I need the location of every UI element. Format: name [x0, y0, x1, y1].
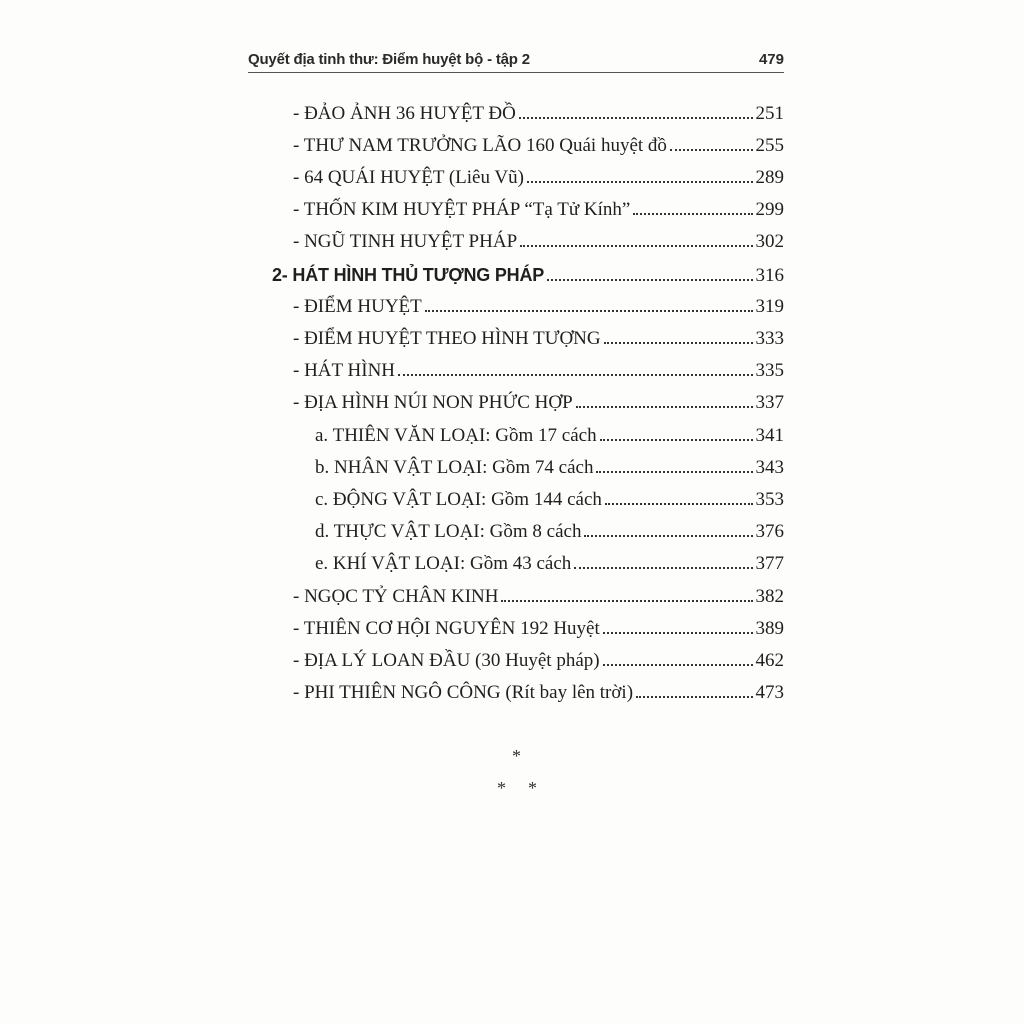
leader-dots [605, 503, 753, 505]
running-header [248, 48, 784, 73]
toc-entry-label: - NGŨ TINH HUYỆT PHÁP [293, 231, 518, 252]
toc-entry-label: c. ĐỘNG VẬT LOẠI: Gồm 144 cách [315, 489, 602, 510]
toc-entry-page: 473 [755, 682, 784, 703]
toc-entry-label: 2- HÁT HÌNH THỦ TƯỢNG PHÁP [272, 265, 545, 285]
toc-entry [293, 327, 784, 351]
toc-entry-page: 302 [755, 231, 784, 252]
leader-dots [576, 406, 753, 408]
toc-subentry [315, 424, 784, 448]
toc-entry [293, 617, 784, 641]
leader-dots [520, 245, 752, 247]
leader-dots [398, 374, 752, 376]
toc-entry-label: - ĐẢO ẢNH 36 HUYỆT ĐỒ [293, 103, 516, 124]
toc-entry-page: 316 [755, 265, 784, 286]
toc-entry-page: 462 [755, 650, 784, 671]
toc-entry-page: 376 [755, 521, 784, 542]
toc-entry [293, 230, 784, 254]
leader-dots [527, 181, 753, 183]
toc-subentry [315, 552, 784, 576]
toc-entry-page: 341 [755, 425, 784, 446]
toc-entry-label: - THỐN KIM HUYỆT PHÁP “Tạ Tử Kính” [293, 199, 631, 220]
toc-entry-label: b. NHÂN VẬT LOẠI: Gồm 74 cách [315, 457, 594, 478]
leader-dots [603, 632, 753, 634]
leader-dots [636, 696, 752, 698]
toc-entry-label: - THƯ NAM TRƯỞNG LÃO 160 Quái huyệt đồ [293, 135, 667, 156]
toc-entry [293, 166, 784, 190]
leader-dots [633, 213, 752, 215]
toc-entry-label: - THIÊN CƠ HỘI NGUYÊN 192 Huyệt [293, 618, 600, 639]
leader-dots [584, 535, 752, 537]
ornament-asterisk-right: * [528, 778, 537, 798]
leader-dots [501, 600, 752, 602]
ornament-asterisk-left: * [497, 778, 506, 798]
toc-section-heading [272, 263, 784, 288]
toc-entry [293, 295, 784, 319]
toc-entry-label: - 64 QUÁI HUYỆT (Liêu Vũ) [293, 167, 524, 188]
toc-entry-page: 353 [755, 489, 784, 510]
toc-entry [293, 649, 784, 673]
leader-dots [519, 117, 753, 119]
leader-dots [574, 567, 752, 569]
toc-entry-label: - PHI THIÊN NGÔ CÔNG (Rít bay lên trời) [293, 682, 634, 703]
ornament-asterisk-top: * [512, 746, 521, 766]
toc-entry-label: a. THIÊN VĂN LOẠI: Gồm 17 cách [315, 425, 597, 446]
toc-subentry [315, 520, 784, 544]
leader-dots [600, 439, 753, 441]
toc-entry-label: d. THỰC VẬT LOẠI: Gồm 8 cách [315, 521, 582, 542]
toc-entry [293, 198, 784, 222]
toc-subentry [315, 456, 784, 480]
toc-entry [293, 359, 784, 383]
toc-subentry [315, 488, 784, 512]
toc-entry [293, 585, 784, 609]
running-header-title: Quyết địa tinh thư: Điểm huyệt bộ - tập 2 [248, 51, 530, 68]
leader-dots [596, 471, 752, 473]
toc-entry-page: 319 [755, 296, 784, 317]
toc-entry-page: 335 [755, 360, 784, 381]
leader-dots [604, 342, 753, 344]
toc-entry-page: 333 [755, 328, 784, 349]
toc-entry-label: - NGỌC TỶ CHÂN KINH [293, 586, 499, 607]
leader-dots [670, 149, 753, 151]
leader-dots [425, 310, 753, 312]
toc-entry-label: - ĐỊA HÌNH NÚI NON PHỨC HỢP [293, 392, 573, 413]
toc-entry [293, 102, 784, 126]
toc-entry-page: 382 [755, 586, 784, 607]
toc-entry-page: 389 [755, 618, 784, 639]
toc-entry-page: 377 [755, 553, 784, 574]
toc-entry-page: 289 [755, 167, 784, 188]
toc-entry-page: 255 [755, 135, 784, 156]
toc-entry-page: 337 [755, 392, 784, 413]
toc-entry-label: - ĐIỂM HUYỆT [293, 296, 422, 317]
leader-dots [603, 664, 753, 666]
toc-entry-label: - ĐỊA LÝ LOAN ĐẦU (30 Huyệt pháp) [293, 650, 600, 671]
toc-entry-label: - ĐIỂM HUYỆT THEO HÌNH TƯỢNG [293, 328, 601, 349]
toc-entry-page: 251 [755, 103, 784, 124]
leader-dots [547, 279, 752, 281]
toc-entry-label: - HÁT HÌNH [293, 360, 396, 381]
toc-entry-page: 299 [755, 199, 784, 220]
toc-entry [293, 134, 784, 158]
toc-entry [293, 681, 784, 705]
toc-entry-page: 343 [755, 457, 784, 478]
page-number: 479 [758, 51, 784, 68]
toc-entry-label: e. KHÍ VẬT LOẠI: Gồm 43 cách [315, 553, 572, 574]
toc-entry [293, 391, 784, 415]
